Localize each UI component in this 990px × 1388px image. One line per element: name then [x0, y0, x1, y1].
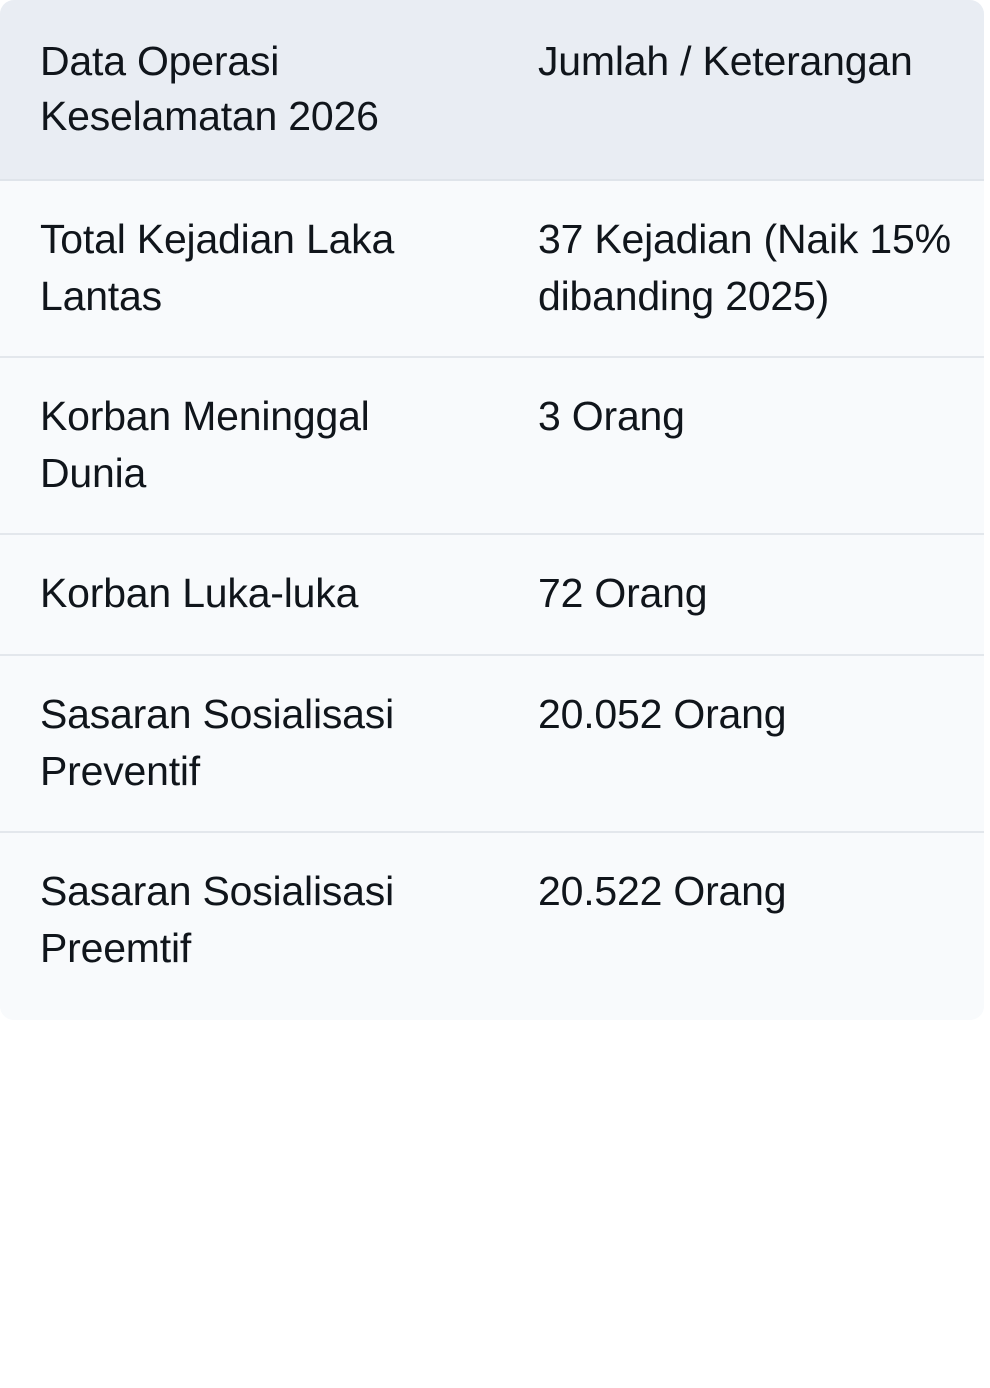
row-value: 20.052 Orang	[500, 655, 984, 832]
row-value: 3 Orang	[500, 357, 984, 534]
table-row	[0, 655, 984, 832]
table-header	[0, 0, 984, 180]
table-row	[0, 180, 984, 357]
row-value: 20.522 Orang	[500, 832, 984, 1020]
table-header-row	[0, 0, 984, 180]
row-label: Korban Luka-luka	[0, 534, 500, 655]
row-label: Sasaran Sosialisasi Preemtif	[0, 832, 500, 1020]
column-header-value: Jumlah / Keterangan	[500, 0, 984, 180]
table-row	[0, 534, 984, 655]
row-label: Korban Meninggal Dunia	[0, 357, 500, 534]
row-value: 37 Kejadian (Naik 15% dibanding 2025)	[500, 180, 984, 357]
column-header-label: Data Operasi Keselamatan 2026	[0, 0, 500, 180]
table-body	[0, 180, 984, 1020]
row-value: 72 Orang	[500, 534, 984, 655]
table-row	[0, 832, 984, 1020]
row-label: Sasaran Sosialisasi Preventif	[0, 655, 500, 832]
row-label: Total Kejadian Laka Lantas	[0, 180, 500, 357]
table-row	[0, 357, 984, 534]
